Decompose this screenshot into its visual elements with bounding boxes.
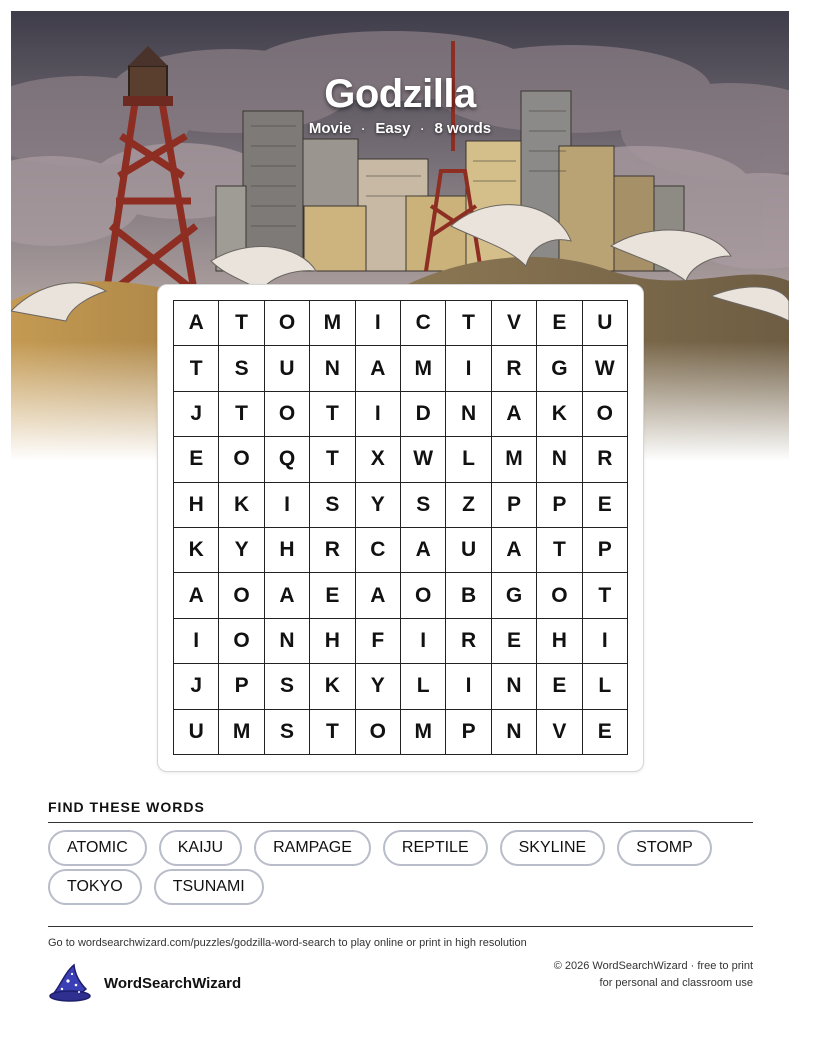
grid-cell[interactable]: I — [356, 301, 401, 346]
brand[interactable] — [48, 963, 241, 1003]
grid-cell[interactable]: E — [174, 437, 219, 482]
meta-difficulty: Easy — [375, 120, 411, 137]
meta-separator: · — [420, 121, 425, 136]
grid-cell[interactable]: H — [310, 619, 355, 664]
grid-cell[interactable]: P — [537, 483, 582, 528]
meta-separator: · — [361, 121, 366, 136]
word-chip: RAMPAGE — [254, 830, 371, 866]
brand-name: WordSearchWizard — [104, 974, 242, 992]
grid-cell[interactable]: R — [583, 437, 628, 482]
grid-cell[interactable]: M — [401, 710, 446, 755]
grid-cell[interactable]: C — [401, 301, 446, 346]
word-list — [48, 830, 753, 905]
grid-cell[interactable]: T — [219, 301, 264, 346]
grid-cell[interactable]: L — [401, 664, 446, 709]
grid-cell[interactable]: D — [401, 392, 446, 437]
grid-cell[interactable]: S — [401, 483, 446, 528]
grid-cell[interactable]: H — [174, 483, 219, 528]
grid-cell[interactable]: O — [537, 573, 582, 618]
grid-cell[interactable]: I — [356, 392, 401, 437]
puzzle-card — [157, 284, 644, 772]
grid-cell[interactable]: A — [356, 346, 401, 391]
grid-cell[interactable]: X — [356, 437, 401, 482]
grid-cell[interactable]: N — [265, 619, 310, 664]
word-chip: TOKYO — [48, 869, 142, 905]
grid-cell[interactable]: T — [446, 301, 491, 346]
grid-cell[interactable]: A — [356, 573, 401, 618]
grid-cell[interactable]: M — [219, 710, 264, 755]
grid-cell[interactable]: B — [446, 573, 491, 618]
grid-cell[interactable]: I — [446, 664, 491, 709]
grid-cell[interactable]: V — [492, 301, 537, 346]
grid-cell[interactable]: T — [219, 392, 264, 437]
grid-cell[interactable]: N — [492, 710, 537, 755]
grid-cell[interactable]: P — [219, 664, 264, 709]
grid-cell[interactable]: O — [219, 619, 264, 664]
grid-cell[interactable]: P — [583, 528, 628, 573]
wizard-hat-icon — [48, 963, 92, 1003]
grid-cell[interactable]: T — [174, 346, 219, 391]
grid-cell[interactable]: E — [492, 619, 537, 664]
grid-cell[interactable]: A — [492, 392, 537, 437]
grid-cell[interactable]: O — [219, 573, 264, 618]
word-list-heading: FIND THESE WORDS — [48, 799, 753, 823]
grid-cell[interactable]: I — [265, 483, 310, 528]
grid-cell[interactable]: Y — [356, 483, 401, 528]
footer-link-text[interactable]: Go to wordsearchwizard.com/puzzles/godzilla-word-search to play online or print in high resolution — [48, 937, 527, 949]
grid-cell[interactable]: W — [583, 346, 628, 391]
grid-cell[interactable]: U — [174, 710, 219, 755]
grid-cell[interactable]: Y — [219, 528, 264, 573]
grid-cell[interactable]: I — [401, 619, 446, 664]
copyright-text: © 2026 WordSearchWizard · free to print for personal and classroom use — [553, 960, 753, 989]
footer-divider — [48, 926, 753, 927]
puzzle-meta — [11, 120, 789, 137]
grid-cell[interactable]: T — [310, 710, 355, 755]
grid-cell[interactable]: I — [583, 619, 628, 664]
grid-cell[interactable]: O — [356, 710, 401, 755]
grid-cell[interactable]: E — [583, 483, 628, 528]
puzzle-header — [11, 72, 789, 137]
grid-cell[interactable]: O — [265, 392, 310, 437]
grid-cell[interactable]: T — [537, 528, 582, 573]
word-chip: ATOMIC — [48, 830, 147, 866]
grid-cell[interactable]: Q — [265, 437, 310, 482]
letter-grid — [173, 300, 628, 755]
grid-cell[interactable]: W — [401, 437, 446, 482]
grid-cell[interactable]: P — [492, 483, 537, 528]
grid-cell[interactable]: O — [265, 301, 310, 346]
grid-cell[interactable]: R — [492, 346, 537, 391]
grid-cell[interactable]: T — [310, 437, 355, 482]
grid-cell[interactable]: L — [583, 664, 628, 709]
grid-cell[interactable]: Z — [446, 483, 491, 528]
grid-cell[interactable]: A — [492, 528, 537, 573]
grid-cell[interactable]: S — [265, 710, 310, 755]
word-chip: KAIJU — [159, 830, 242, 866]
grid-cell[interactable]: M — [492, 437, 537, 482]
grid-cell[interactable]: M — [401, 346, 446, 391]
grid-cell[interactable]: N — [310, 346, 355, 391]
grid-cell[interactable]: Y — [356, 664, 401, 709]
grid-cell[interactable]: S — [219, 346, 264, 391]
grid-cell[interactable]: E — [310, 573, 355, 618]
puzzle-title: Godzilla — [324, 72, 476, 116]
grid-cell[interactable]: O — [219, 437, 264, 482]
grid-cell[interactable]: O — [401, 573, 446, 618]
grid-cell[interactable]: J — [174, 664, 219, 709]
grid-cell[interactable]: C — [356, 528, 401, 573]
meta-word-count: 8 words — [434, 120, 492, 137]
grid-cell[interactable]: H — [265, 528, 310, 573]
grid-cell[interactable]: R — [310, 528, 355, 573]
meta-category: Movie — [308, 120, 352, 137]
grid-cell[interactable]: E — [537, 301, 582, 346]
grid-cell[interactable]: N — [446, 392, 491, 437]
grid-cell[interactable]: I — [446, 346, 491, 391]
grid-cell[interactable]: P — [446, 710, 491, 755]
grid-cell[interactable]: E — [583, 710, 628, 755]
grid-cell[interactable]: U — [446, 528, 491, 573]
grid-cell[interactable]: A — [174, 301, 219, 346]
grid-cell[interactable]: K — [310, 664, 355, 709]
grid-cell[interactable]: A — [401, 528, 446, 573]
word-chip: SKYLINE — [500, 830, 606, 866]
grid-cell[interactable]: N — [537, 437, 582, 482]
grid-cell[interactable]: K — [174, 528, 219, 573]
word-chip: TSUNAMI — [154, 869, 264, 905]
grid-cell[interactable]: K — [219, 483, 264, 528]
grid-cell[interactable]: O — [583, 392, 628, 437]
grid-cell[interactable]: V — [537, 710, 582, 755]
grid-cell[interactable]: R — [446, 619, 491, 664]
grid-cell[interactable]: T — [310, 392, 355, 437]
grid-cell[interactable]: S — [265, 664, 310, 709]
grid-cell[interactable]: U — [583, 301, 628, 346]
grid-cell[interactable]: H — [537, 619, 582, 664]
word-chip: REPTILE — [383, 830, 488, 866]
grid-cell[interactable]: N — [492, 664, 537, 709]
grid-cell[interactable]: M — [310, 301, 355, 346]
grid-cell[interactable]: K — [537, 392, 582, 437]
grid-cell[interactable]: E — [537, 664, 582, 709]
grid-cell[interactable]: A — [265, 573, 310, 618]
grid-cell[interactable]: G — [492, 573, 537, 618]
word-chip: STOMP — [617, 830, 712, 866]
grid-cell[interactable]: T — [583, 573, 628, 618]
grid-cell[interactable]: I — [174, 619, 219, 664]
grid-cell[interactable]: L — [446, 437, 491, 482]
grid-cell[interactable]: F — [356, 619, 401, 664]
grid-cell[interactable]: U — [265, 346, 310, 391]
grid-cell[interactable]: A — [174, 573, 219, 618]
grid-cell[interactable]: J — [174, 392, 219, 437]
grid-cell[interactable]: S — [310, 483, 355, 528]
grid-cell[interactable]: G — [537, 346, 582, 391]
